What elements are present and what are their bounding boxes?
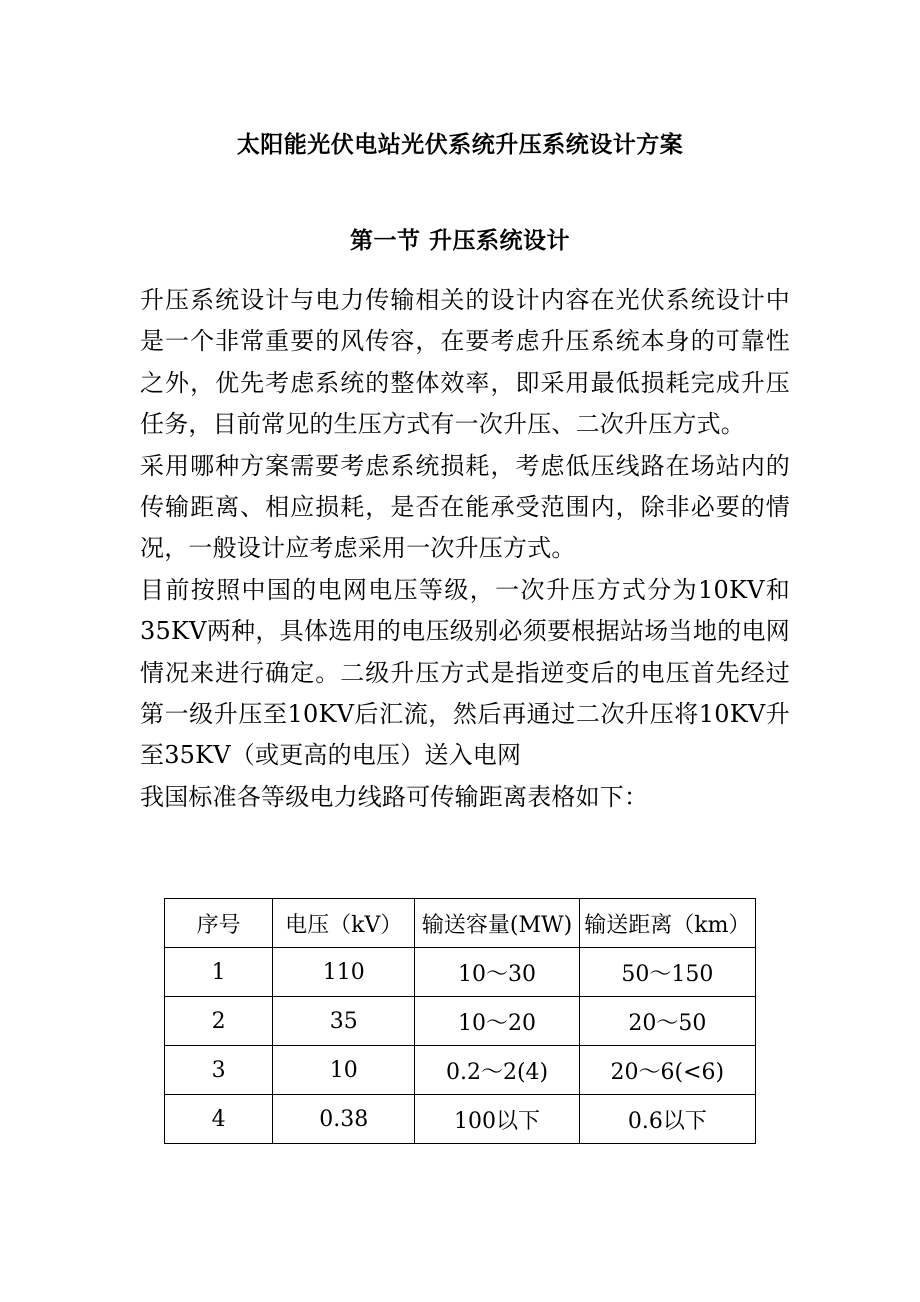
paragraph-voltage-levels: 目前按照中国的电网电压等级，一次升压方式分为10KV和35KV两种，具体选用的电压级别必须要根据站场当地的电网情况来进行确定。二级升压方式是指逆变后的电压首先经过第一级升压至10KV后汇流，然后再通过二次升压将10KV升至35KV（或更高的电压）送入电网 (140, 575, 790, 770)
header-capacity: 输送容量(MW) (415, 899, 579, 948)
document-title: 太阳能光伏电站光伏系统升压系统设计方案 (236, 131, 684, 158)
cell-index: 3 (165, 1046, 273, 1095)
cell-distance: 20～50 (579, 997, 755, 1046)
paragraph-table-intro: 我国标准各等级电力线路可传输距离表格如下： (140, 782, 649, 811)
header-distance: 输送距离（km） (579, 899, 755, 948)
transmission-distance-table (164, 898, 756, 1144)
cell-capacity: 100以下 (415, 1095, 579, 1144)
cell-capacity: 0.2～2(4) (415, 1046, 579, 1095)
paragraph-scheme-choice: 采用哪种方案需要考虑系统损耗，考虑低压线路在场站内的传输距离、相应损耗，是否在能承受范围内，除非必要的情况，一般设计应考虑采用一次升压方式。 (140, 451, 790, 563)
paragraph-intro: 升压系统设计与电力传输相关的设计内容在光伏系统设计中是一个非常重要的风传容，在要考虑升压系统本身的可靠性之外，优先考虑系统的整体效率，即采用最低损耗完成升压任务，目前常见的生压方式有一次升压、二次升压方式。 (140, 286, 790, 439)
cell-voltage: 110 (273, 948, 415, 997)
cell-distance: 50～150 (579, 948, 755, 997)
table-row (165, 997, 756, 1046)
table-row (165, 1046, 756, 1095)
body-text (140, 280, 790, 818)
section-heading: 第一节 升压系统设计 (349, 227, 570, 254)
cell-distance: 0.6以下 (579, 1095, 755, 1144)
cell-voltage: 0.38 (273, 1095, 415, 1144)
table-row (165, 948, 756, 997)
header-voltage: 电压（kV） (273, 899, 415, 948)
table-header-row (165, 899, 756, 948)
cell-capacity: 10～20 (415, 997, 579, 1046)
cell-distance: 20～6(<6) (579, 1046, 755, 1095)
cell-index: 1 (165, 948, 273, 997)
cell-voltage: 10 (273, 1046, 415, 1095)
cell-index: 4 (165, 1095, 273, 1144)
header-index: 序号 (165, 899, 273, 948)
cell-voltage: 35 (273, 997, 415, 1046)
table-row (165, 1095, 756, 1144)
cell-capacity: 10～30 (415, 948, 579, 997)
cell-index: 2 (165, 997, 273, 1046)
